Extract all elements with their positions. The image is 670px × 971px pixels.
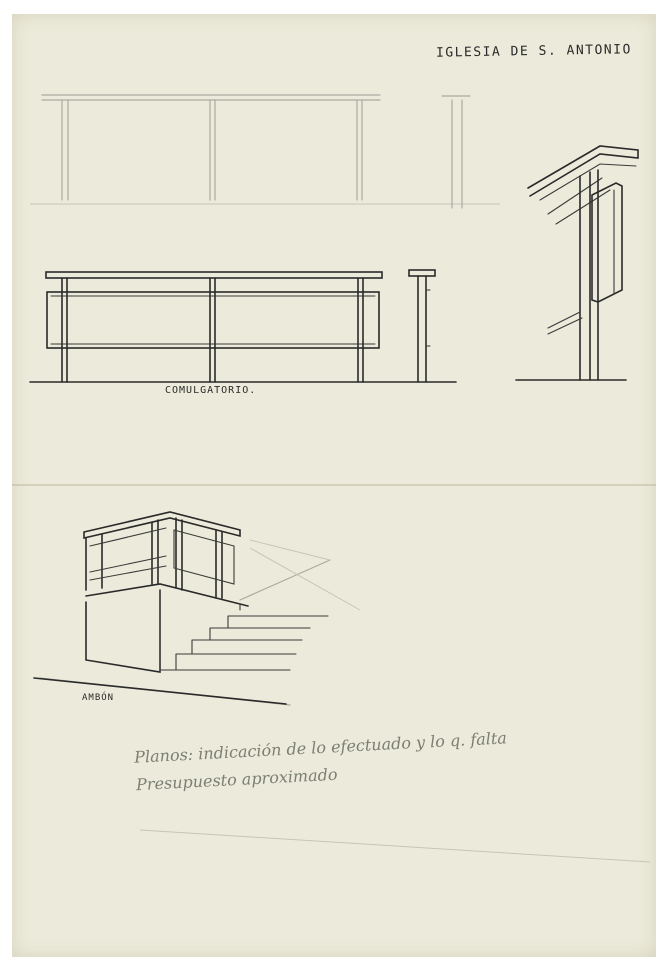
handwritten-note-line-2: Presupuesto aproximado bbox=[135, 764, 338, 795]
comulgatorio-label: COMULGATORIO. bbox=[165, 385, 257, 396]
comulgatorio-elevation bbox=[30, 270, 456, 382]
handwritten-note-line-1: Planos: indicación de lo efectuado y lo q. falta bbox=[133, 728, 508, 767]
pencil-railing-sketch bbox=[30, 95, 500, 208]
ambon-perspective bbox=[34, 512, 360, 705]
railing-perspective-detail bbox=[516, 146, 638, 380]
ambon-label: AMBÓN bbox=[82, 693, 115, 703]
sheet-title: IGLESIA DE S. ANTONIO bbox=[435, 42, 632, 61]
